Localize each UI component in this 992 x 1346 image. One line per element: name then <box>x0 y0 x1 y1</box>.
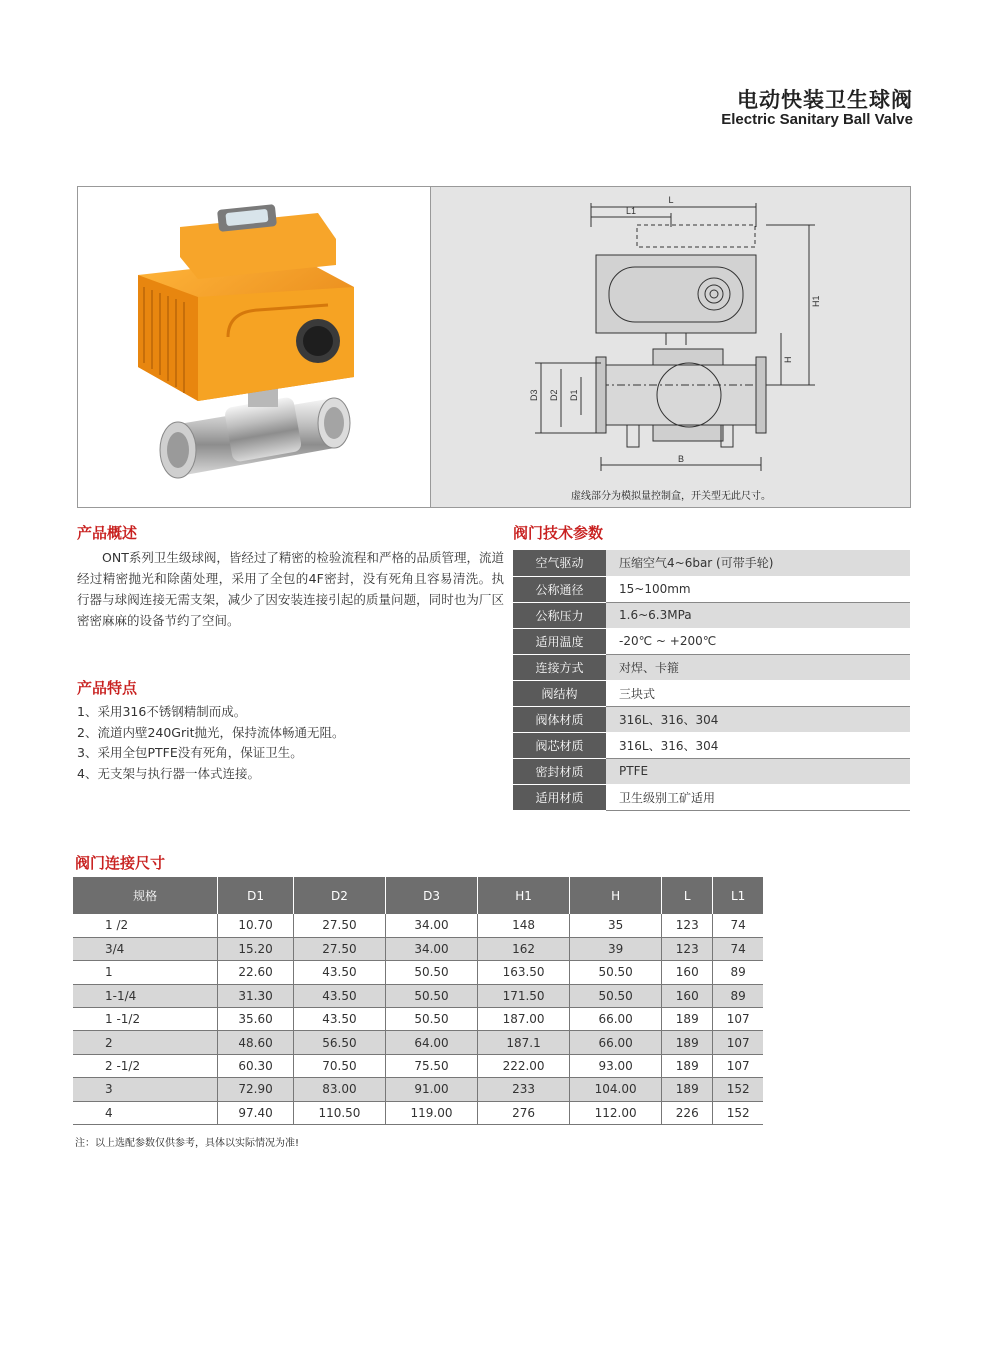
table-row <box>73 961 763 984</box>
spec-key: 阀结构 <box>513 680 606 706</box>
table-cell: 91.00 <box>385 1078 477 1101</box>
table-row <box>73 937 763 960</box>
page-subtitle: Electric Sanitary Ball Valve <box>721 111 913 128</box>
dim-label-d2: D2 <box>549 389 559 401</box>
table-cell: 72.90 <box>218 1078 294 1101</box>
table-cell: 152 <box>713 1101 763 1124</box>
spec-row <box>513 680 910 706</box>
dim-label-h: H <box>783 356 793 363</box>
table-cell: 4 <box>73 1101 218 1124</box>
table-cell: 189 <box>662 1078 713 1101</box>
spec-value: 1.6~6.3MPa <box>606 602 910 628</box>
overview-text: ONT系列卫生级球阀，皆经过了精密的检验流程和严格的品质管理，流道经过精密抛光和除菌处理，采用了全包的4F密封，没有死角且容易清洗。执行器与球阀连接无需支架，减少了因安装连接引起的质量问题，同时也为厂区密密麻麻的设备节约了空间。 <box>77 550 504 628</box>
column-header: D2 <box>293 877 385 914</box>
feature-item: 2、流道内壁240Grit抛光，保持流体畅通无阻。 <box>77 724 345 740</box>
spec-row <box>513 654 910 680</box>
spec-key: 公称通径 <box>513 576 606 602</box>
dimensions-table <box>73 877 763 1125</box>
column-header: H1 <box>478 877 570 914</box>
spec-value: 压缩空气4~6bar (可带手轮) <box>606 550 910 576</box>
table-cell: 152 <box>713 1078 763 1101</box>
table-cell: 22.60 <box>218 961 294 984</box>
column-header: L1 <box>713 877 763 914</box>
table-cell: 50.50 <box>385 1008 477 1031</box>
feature-item: 1、采用316不锈钢精制而成。 <box>77 704 247 719</box>
spec-row <box>513 706 910 732</box>
table-cell: 3/4 <box>73 937 218 960</box>
table-cell: 70.50 <box>293 1054 385 1077</box>
overview-title: 产品概述 <box>77 524 138 542</box>
spec-key: 阀芯材质 <box>513 732 606 758</box>
table-cell: 162 <box>478 937 570 960</box>
spec-row <box>513 576 910 602</box>
spec-key: 阀体材质 <box>513 706 606 732</box>
table-cell: 35 <box>570 914 662 937</box>
table-cell: 187.00 <box>478 1008 570 1031</box>
table-cell: 10.70 <box>218 914 294 937</box>
table-cell: 189 <box>662 1008 713 1031</box>
table-cell: 1 /2 <box>73 914 218 937</box>
table-cell: 233 <box>478 1078 570 1101</box>
table-cell: 3 <box>73 1078 218 1101</box>
spec-value: 316L、316、304 <box>606 732 910 758</box>
table-cell: 74 <box>713 914 763 937</box>
table-cell: 160 <box>662 961 713 984</box>
table-cell: 123 <box>662 914 713 937</box>
table-cell: 64.00 <box>385 1031 477 1054</box>
table-cell: 56.50 <box>293 1031 385 1054</box>
table-cell: 276 <box>478 1101 570 1124</box>
footnote: 注：以上选配参数仅供参考，具体以实际情况为准! <box>75 1138 300 1149</box>
table-row <box>73 914 763 937</box>
feature-item: 3、采用全包PTFE没有死角，保证卫生。 <box>77 745 303 760</box>
table-header-row <box>73 877 763 914</box>
spec-key: 适用温度 <box>513 628 606 654</box>
spec-key: 公称压力 <box>513 602 606 628</box>
table-row <box>73 1078 763 1101</box>
dim-label-d1: D1 <box>569 389 579 401</box>
table-cell: 75.50 <box>385 1054 477 1077</box>
spec-value: 316L、316、304 <box>606 706 910 732</box>
specs-title: 阀门技术参数 <box>513 524 604 542</box>
technical-drawing-image <box>431 187 911 487</box>
table-cell: 27.50 <box>293 937 385 960</box>
dimensions-title: 阀门连接尺寸 <box>75 854 166 872</box>
table-cell: 48.60 <box>218 1031 294 1054</box>
spec-key: 空气驱动 <box>513 550 606 576</box>
table-row <box>73 1054 763 1077</box>
table-cell: 107 <box>713 1008 763 1031</box>
spec-table <box>513 550 910 811</box>
feature-item: 4、无支架与执行器一体式连接。 <box>77 765 260 781</box>
table-row <box>73 984 763 1007</box>
table-cell: 60.30 <box>218 1054 294 1077</box>
table-row <box>73 1008 763 1031</box>
dim-label-l1: L1 <box>625 206 637 216</box>
spec-row <box>513 550 910 576</box>
spec-key: 适用材质 <box>513 784 606 810</box>
table-cell: 189 <box>662 1054 713 1077</box>
dim-label-d3: D3 <box>529 389 539 401</box>
table-cell: 39 <box>570 937 662 960</box>
dim-label-l: L <box>668 195 674 205</box>
product-photo <box>78 187 430 507</box>
dimension-drawing <box>430 187 910 507</box>
table-cell: 148 <box>478 914 570 937</box>
spec-key: 密封材质 <box>513 758 606 784</box>
table-cell: 93.00 <box>570 1054 662 1077</box>
page-title: 电动快装卫生球阀 <box>737 88 913 112</box>
spec-row <box>513 758 910 784</box>
table-cell: 222.00 <box>478 1054 570 1077</box>
table-cell: 226 <box>662 1101 713 1124</box>
drawing-note: 虚线部分为模拟量控制盒，开关型无此尺寸。 <box>571 491 771 502</box>
dim-label-b: B <box>677 454 685 464</box>
table-cell: 89 <box>713 961 763 984</box>
table-cell: 74 <box>713 937 763 960</box>
features-list <box>77 702 345 784</box>
spec-value: 15~100mm <box>606 576 910 602</box>
table-row <box>73 1031 763 1054</box>
table-cell: 89 <box>713 984 763 1007</box>
spec-value: -20℃ ~ +200℃ <box>606 628 910 654</box>
table-cell: 187.1 <box>478 1031 570 1054</box>
table-cell: 110.50 <box>293 1101 385 1124</box>
table-cell: 43.50 <box>293 1008 385 1031</box>
spec-value: 三块式 <box>606 680 910 706</box>
table-cell: 66.00 <box>570 1008 662 1031</box>
table-cell: 50.50 <box>385 961 477 984</box>
product-figure <box>77 186 911 508</box>
table-cell: 104.00 <box>570 1078 662 1101</box>
table-cell: 112.00 <box>570 1101 662 1124</box>
table-cell: 34.00 <box>385 937 477 960</box>
table-cell: 171.50 <box>478 984 570 1007</box>
table-cell: 163.50 <box>478 961 570 984</box>
table-cell: 189 <box>662 1031 713 1054</box>
table-cell: 107 <box>713 1054 763 1077</box>
table-cell: 119.00 <box>385 1101 477 1124</box>
column-header: L <box>662 877 713 914</box>
column-header: D3 <box>385 877 477 914</box>
table-cell: 107 <box>713 1031 763 1054</box>
column-header: 规格 <box>73 877 218 914</box>
table-cell: 31.30 <box>218 984 294 1007</box>
table-cell: 50.50 <box>570 984 662 1007</box>
table-cell: 83.00 <box>293 1078 385 1101</box>
spec-value: PTFE <box>606 758 910 784</box>
table-cell: 43.50 <box>293 984 385 1007</box>
table-cell: 50.50 <box>385 984 477 1007</box>
table-cell: 1 -1/2 <box>73 1008 218 1031</box>
table-cell: 66.00 <box>570 1031 662 1054</box>
spec-row <box>513 628 910 654</box>
table-cell: 2 -1/2 <box>73 1054 218 1077</box>
table-row <box>73 1101 763 1124</box>
table-cell: 15.20 <box>218 937 294 960</box>
table-cell: 97.40 <box>218 1101 294 1124</box>
table-cell: 34.00 <box>385 914 477 937</box>
spec-row <box>513 602 910 628</box>
table-cell: 123 <box>662 937 713 960</box>
spec-key: 连接方式 <box>513 654 606 680</box>
spec-value: 对焊、卡箍 <box>606 654 910 680</box>
table-cell: 1 <box>73 961 218 984</box>
spec-row <box>513 732 910 758</box>
column-header: H <box>570 877 662 914</box>
column-header: D1 <box>218 877 294 914</box>
table-cell: 27.50 <box>293 914 385 937</box>
spec-row <box>513 784 910 810</box>
table-cell: 35.60 <box>218 1008 294 1031</box>
table-cell: 160 <box>662 984 713 1007</box>
features-title: 产品特点 <box>77 679 138 697</box>
dim-label-h1: H1 <box>811 295 821 307</box>
table-cell: 1-1/4 <box>73 984 218 1007</box>
table-cell: 43.50 <box>293 961 385 984</box>
spec-value: 卫生级别工矿适用 <box>606 784 910 810</box>
table-cell: 2 <box>73 1031 218 1054</box>
electric-ball-valve-image <box>78 187 430 507</box>
table-cell: 50.50 <box>570 961 662 984</box>
